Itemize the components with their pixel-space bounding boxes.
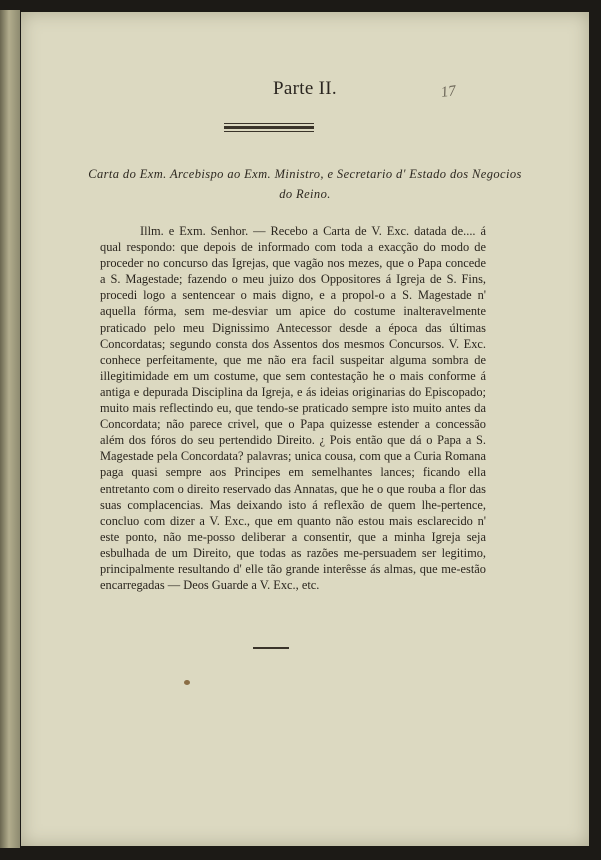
previous-page-edge xyxy=(0,10,20,848)
heading-rule-line xyxy=(224,126,314,129)
end-rule xyxy=(253,647,289,649)
letter-body: Illm. e Exm. Senhor. — Recebo a Carta de V. Exc. datada de.... á qual respondo: que depois de informado com toda a exacção do modo de proceder no concurso das Igrejas, que vagão nos mezes, que o Papa concede a S. Magestade; fazendo o meu juizo dos Oppositores á Igreja de S. Fins, procedi logo a sentencear o mais digno, e a propol-o a S. Magestade n' aquella fórma, sem me-desviar um apice do costume inalteravelmente praticado pelo meu Dignissimo Antecessor desde a época das últimas Concordatas; segundo consta dos Assentos dos mesmos Concursos. V. Exc. conhece perfeitamente, que me não era facil suspeitar alguma sombra de illegitimidade em um costume, que sem contestação he o mais conforme á antiga e depurada Disciplina da Igreja, e ás ideias originarias do Episcopado; muito mais reflectindo eu, que tendo-se praticado sempre isto muito antes da Concordata; não parece crivel, que o Papa quizesse estender a concessão além dos fóros do seu pertendido Direito. ¿ Pois então que dá o Papa a S. Magestade pela Concordata? palavras; unica cousa, com que a Curia Romana paga quasi sempre aos Principes em semelhantes lances; ficando ella entretanto com o direito reservado das Annatas, que he o que rouba a flor das suas complacencias. Mas deixando isto á reflexão de quem lhe-pertence, concluo com dizer a V. Exc., que em quanto não estou mais esclarecido n' este ponto, não me-posso deliberar a consentir, que a minha Igreja seja esbulhada de um Direito, que todas as razões me-persuadem ser legitimo, principalmente resultando d' elle tão grande interêsse ás almas, que me-estão encarregadas — Deos Guarde a V. Exc., etc. xyxy=(100,224,486,593)
heading-rule-line xyxy=(224,131,314,132)
heading-rule xyxy=(224,123,314,133)
paper-stain xyxy=(184,680,190,685)
document-page xyxy=(21,12,589,846)
page-heading: Parte II. xyxy=(273,78,337,99)
page-number-mark: 17 xyxy=(439,83,457,101)
heading-rule-line xyxy=(224,123,314,124)
letter-heading: Carta do Exm. Arcebispo ao Exm. Ministro, e Secretario d' Estado dos Negocios do Reino. xyxy=(88,167,522,201)
